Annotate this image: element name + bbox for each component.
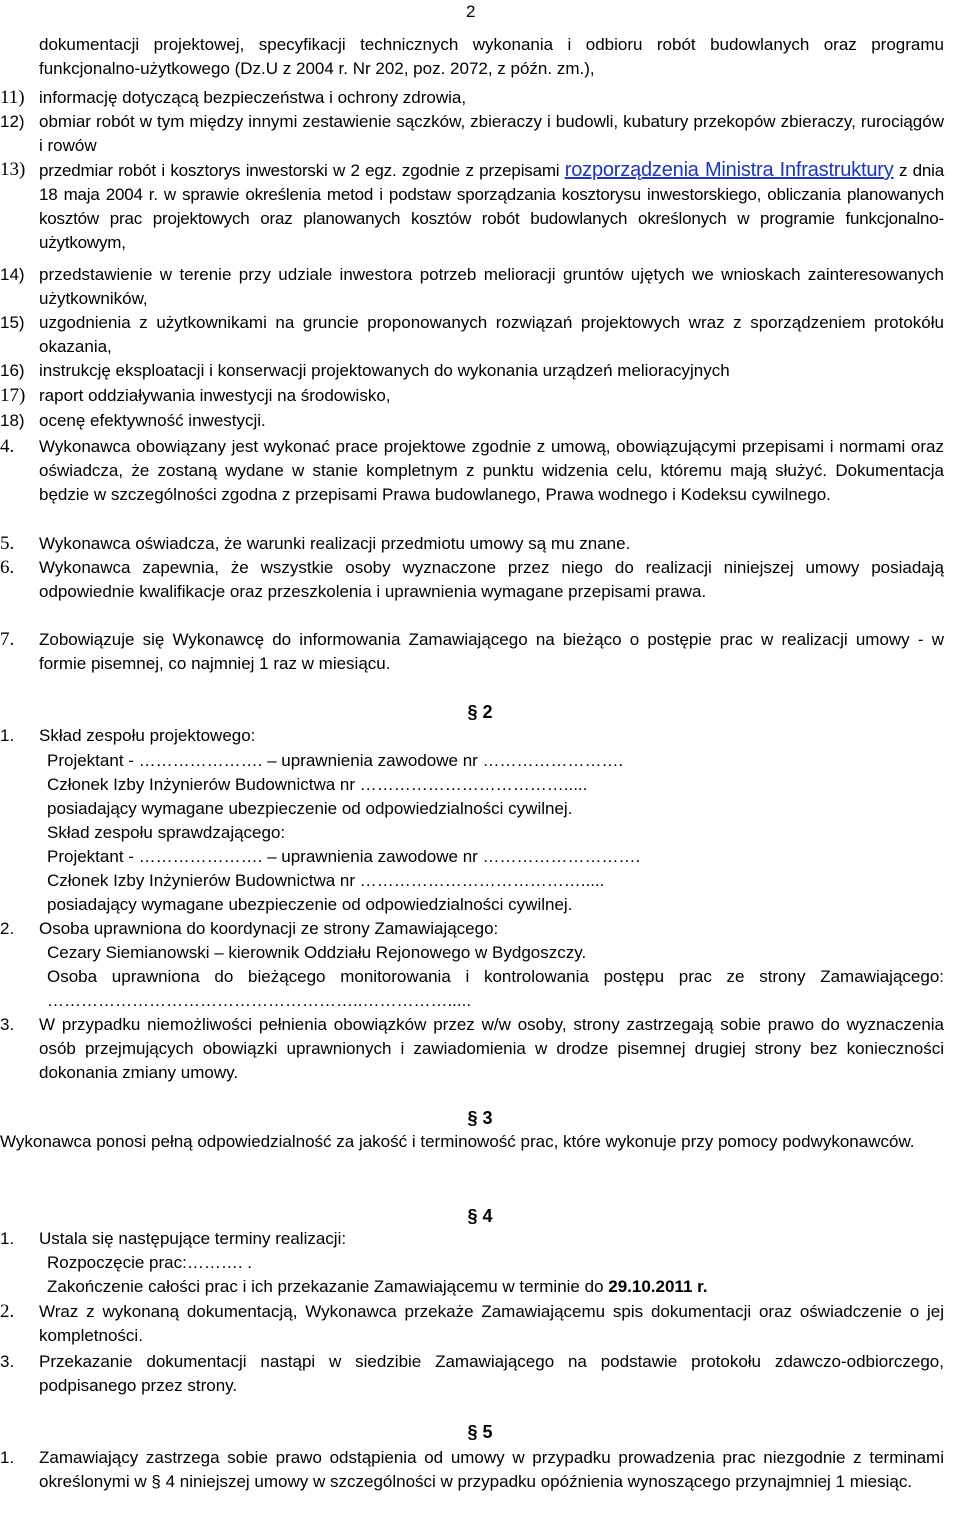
list-item-number: 3. [0, 1352, 15, 1371]
list-item-number: 4. [0, 436, 15, 457]
list-item-number: 13) [0, 159, 26, 180]
list-item-number: 2. [0, 919, 15, 938]
text-line [0, 821, 960, 845]
list-item-text: Skład zespołu projektowego: [39, 726, 256, 745]
list-item-text: Wraz z wykonaną dokumentacją, Wykonawca przekaże Zamawiającemu spis dokumentacji oraz oświadczenie o jej kompletności. [39, 1302, 944, 1345]
text-line-content: Członek Izby Inżynierów Budownictwa nr ………………………………..... [47, 775, 588, 794]
list-item-number: 7. [0, 629, 15, 650]
list-item [0, 1446, 960, 1518]
section-heading: § 4 [467, 1206, 493, 1226]
list-item-text: Zamawiający zastrzega sobie prawo odstąpienia od umowy w przypadku prowadzenia prac niezgodnie z terminami określonymi w § 4 niniejszej umowy w szczególności w przypadku opóźnienia wynoszącego przynajmniej 1 miesiąc. [39, 1448, 944, 1491]
text-line-content: Cezary Siemianowski – kierownik Oddziału Rejonowego w Bydgoszczy. [47, 943, 587, 962]
list-item-number: 6. [0, 557, 15, 578]
list-item [0, 110, 960, 158]
list-item-number: 5. [0, 533, 15, 554]
text-line-content: Skład zespołu sprawdzającego: [47, 823, 286, 842]
paragraph-text: Wykonawca ponosi pełną odpowiedzialność za jakość i terminowość prac, które wykonuje przy pomocy podwykonawców. [0, 1132, 915, 1151]
list-item-text: przedstawienie w terenie przy udziale inwestora potrzeb melioracji gruntów ujętych we wnioskach zainteresowanych użytkowników, [39, 265, 944, 308]
list-item [0, 1350, 960, 1398]
list-item [0, 311, 960, 359]
list-item-number: 3. [0, 1015, 15, 1034]
text-line-content: Rozpoczęcie prac:………. . [47, 1253, 253, 1272]
list-item-text-part: z dnia 18 maja 2004 r. w sprawie określenia metod i podstaw sporządzania kosztorysu inwestorskiego, obliczania planowanych kosztów prac projektowych oraz planowanych kosztów robót budowlanych określonych w programie funkcjonalno-użytkowym, [39, 161, 945, 252]
list-item-text: Wykonawca zapewnia, że wszystkie osoby wyznaczone przez niego do realizacji niniejszej umowy posiadają odpowiednie kwalifikacje oraz przeszkolenia i uprawnienia wymagane przepisami prawa. [39, 558, 944, 601]
list-item [0, 435, 960, 531]
section-heading: § 5 [467, 1422, 493, 1442]
list-item-number: 11) [0, 87, 25, 108]
list-item [0, 158, 960, 268]
list-item-number: 15) [0, 313, 25, 332]
list-item-number: 17) [0, 385, 26, 406]
list-item-text: Wykonawca oświadcza, że warunki realizacji przedmiotu umowy są mu znane. [39, 534, 631, 553]
list-item [0, 556, 960, 628]
text-line [0, 965, 960, 1013]
list-item [0, 33, 960, 81]
text-line-content: posiadający wymagane ubezpieczenie od odpowiedzialności cywilnej. [47, 799, 573, 818]
list-item-text: Wykonawca obowiązany jest wykonać prace projektowe zgodnie z umową, obowiązującymi przepisami i normami oraz oświadcza, że zostaną wydane w stanie kompletnym z punktu widzenia celu, któremu mają służyć. Dokumentacja będzie w szczególności zgodna z przepisami Prawa budowlanego, Prawa wodnego i Kodeksu cywilnego. [39, 437, 944, 504]
list-item [0, 1300, 960, 1348]
list-item [0, 86, 960, 110]
deadline-date: 29.10.2011 r. [608, 1277, 708, 1296]
list-item-text: Zobowiązuje się Wykonawcę do informowania Zamawiającego na bieżąco o postępie prac w realizacji umowy - w formie pisemnej, co najmniej 1 raz w miesiącu. [39, 630, 944, 673]
page-number: 2 [466, 2, 476, 21]
text-line-part: Zakończenie całości prac i ich przekazanie Zamawiającemu w terminie do [47, 1277, 609, 1296]
list-item-text [39, 158, 944, 255]
list-item-text: obmiar robót w tym między innymi zestawienie sączków, zbieraczy i budowli, kubatury przekopów zbieraczy, rurociągów i rowów [39, 112, 944, 155]
text-line [0, 1251, 960, 1275]
text-line [0, 773, 960, 797]
list-item [0, 359, 960, 383]
text-line-content: Projektant - …………………. – uprawnienia zawodowe nr ………………………. [47, 847, 641, 866]
section-heading: § 2 [467, 702, 493, 722]
text-line [0, 845, 960, 869]
list-item [0, 263, 960, 311]
list-item-text-part: przedmiar robót i kosztorys inwestorski w 2 egz. zgodnie z przepisami [39, 161, 560, 180]
text-line [0, 941, 960, 965]
text-line-content: posiadający wymagane ubezpieczenie od odpowiedzialności cywilnej. [47, 895, 573, 914]
list-item-number: 18) [0, 411, 25, 430]
list-item-text: ocenę efektywność inwestycji. [39, 411, 266, 430]
text-line-content: Projektant - …………………. – uprawnienia zawodowe nr ……………………. [47, 751, 624, 770]
list-item-number: 2. [0, 1301, 15, 1322]
text-line-content [47, 1275, 944, 1299]
list-item-text: Ustala się następujące terminy realizacji: [39, 1229, 347, 1248]
list-item-number: 12) [0, 112, 25, 131]
text-line [0, 893, 960, 917]
section-heading: § 3 [467, 1108, 493, 1128]
list-item [0, 628, 960, 676]
text-line [0, 797, 960, 821]
list-item [0, 1013, 960, 1085]
paragraph [0, 1130, 960, 1178]
list-item-text: W przypadku niemożliwości pełnienia obowiązków przez w/w osoby, strony zastrzegają sobie prawo do wyznaczenia osób przejmujących obowiązki uprawnionych i zawiadomienia w drodze pisemnej drugiej strony bez konieczności dokonania zmiany umowy. [39, 1015, 944, 1082]
list-item-text: informację dotyczącą bezpieczeństwa i ochrony zdrowia, [39, 88, 467, 107]
list-item-text: instrukcję eksploatacji i konserwacji projektowanych do wykonania urządzeń melioracyjnych [39, 361, 730, 380]
list-item-number: 14) [0, 265, 25, 284]
list-item [0, 384, 960, 408]
list-item-text: Przekazanie dokumentacji nastąpi w siedzibie Zamawiającego na podstawie protokołu zdawczo-odbiorczego, podpisanego przez strony. [39, 1352, 944, 1395]
list-item [0, 917, 960, 941]
list-item [0, 409, 960, 433]
list-item-number: 1. [0, 726, 15, 745]
text-line [0, 1275, 960, 1299]
text-line-content: Członek Izby Inżynierów Budownictwa nr …………………………………..... [47, 871, 605, 890]
text-line [0, 869, 960, 893]
list-item [0, 532, 960, 556]
text-line [0, 749, 960, 773]
list-item-number: 16) [0, 361, 25, 380]
list-item-text: dokumentacji projektowej, specyfikacji technicznych wykonania i odbioru robót budowlanych oraz programu funkcjonalno-użytkowego (Dz.U z 2004 r. Nr 202, poz. 2072, z późn. zm.), [39, 35, 944, 78]
text-line-content: Osoba uprawniona do bieżącego monitorowania i kontrolowania postępu prac ze strony Zamawiającego: ………………………………………………..……………..... [47, 967, 944, 1010]
list-item [0, 1227, 960, 1251]
regulation-link[interactable]: rozporządzenia Ministra Infrastruktury [564, 159, 894, 181]
list-item-number: 1. [0, 1448, 15, 1467]
list-item-text: Osoba uprawniona do koordynacji ze strony Zamawiającego: [39, 919, 499, 938]
list-item-text: raport oddziaływania inwestycji na środowisko, [39, 386, 391, 405]
list-item [0, 724, 960, 748]
list-item-number: 1. [0, 1229, 15, 1248]
list-item-text: uzgodnienia z użytkownikami na gruncie proponowanych rozwiązań projektowych wraz z sporządzeniem protokółu okazania, [39, 313, 944, 356]
